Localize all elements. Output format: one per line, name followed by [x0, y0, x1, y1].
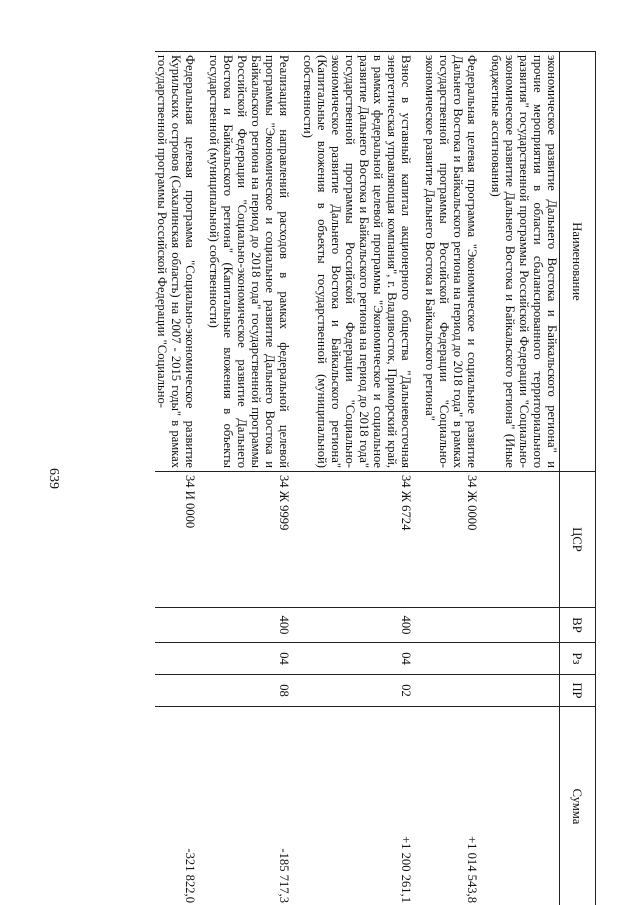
row-sum: -185 717,3: [207, 707, 291, 905]
row-spacer: [413, 52, 423, 905]
row-rz: 04: [207, 643, 291, 675]
table-row: [423, 52, 479, 905]
row-sum: [489, 707, 560, 905]
row-vr: 400: [301, 608, 413, 643]
row-rz: [489, 643, 560, 675]
table-row: [489, 52, 560, 905]
row-vr: [423, 608, 479, 643]
row-pr: [489, 675, 560, 707]
row-pr: 02: [301, 675, 413, 707]
row-sum: -321 822,0: [155, 707, 197, 905]
row-name: Взнос в уставный капитал акционерного общества "Дальневосточная энергетическая управляющая компания", г. Владивосток, Приморский край, в рамках федеральной целевой программы "Экономическое и социальное развитие Дальнего Востока и Байкальского региона на период до 2018 года" государственной программы Российской Федерации "Социально-экономическое развитие Дальнего Востока и Байкальского региона" (Капитальные вложения в объекты государственной (муниципальной) собственности): [301, 52, 413, 472]
row-csr: 34 Ж 0000: [423, 472, 479, 608]
row-vr: 400: [207, 608, 291, 643]
row-pr: 08: [207, 675, 291, 707]
table-row: [207, 52, 291, 905]
row-vr: [489, 608, 560, 643]
table-row: [301, 52, 413, 905]
row-name: Реализация направлений расходов в рамках федеральной целевой программы "Экономическое и социальное развитие Дальнего Востока и Байкальского региона на период до 2018 года" государственной программы Российской Федерации "Социально-экономическое развитие Дальнего Востока и Байкальского региона" (Капитальные вложения в объекты государственной (муниципальной) собственности): [207, 52, 291, 472]
table-header-row: [560, 52, 596, 905]
row-rz: [423, 643, 479, 675]
row-csr: 34 Ж 9999: [207, 472, 291, 608]
budget-table: [155, 51, 596, 905]
row-sum: +1 014 543,8: [423, 707, 479, 905]
row-spacer: [479, 52, 489, 905]
row-spacer: [291, 52, 301, 905]
table-row: [155, 52, 197, 905]
row-csr: [489, 472, 560, 608]
row-csr: 34 Ж 6724: [301, 472, 413, 608]
row-spacer: [197, 52, 207, 905]
row-pr: [155, 675, 197, 707]
header-rz: Рз: [560, 643, 596, 675]
header-vr: ВР: [560, 608, 596, 643]
row-name: Федеральная целевая программа "Социально-экономическое развитие Курильских островов (Сахалинская область) на 2007 - 2015 годы" в рамках государственной программы Российской Федерации "Социально-: [155, 52, 197, 472]
row-rz: 04: [301, 643, 413, 675]
row-csr: 34 И 0000: [155, 472, 197, 608]
row-vr: [155, 608, 197, 643]
header-csr: ЦСР: [560, 472, 596, 608]
header-name: Наименование: [560, 52, 596, 472]
row-sum: +1 200 261,1: [301, 707, 413, 905]
rotated-content: [46, 51, 596, 905]
header-pr: ПР: [560, 675, 596, 707]
page-number: 639: [46, 468, 61, 489]
row-pr: [423, 675, 479, 707]
row-rz: [155, 643, 197, 675]
row-name: экономическое развитие Дальнего Востока и Байкальского региона" и прочие мероприятия в области сбалансированного территориального развития" государственной программы Российской Федерации "Социально-экономическое развитие Дальнего Востока и Байкальского региона" (Иные бюджетные ассигнования): [489, 52, 560, 472]
header-sum: Сумма: [560, 707, 596, 905]
row-name: Федеральная целевая программа "Экономическое и социальное развитие Дальнего Востока и Байкальского региона на период до 2018 года" в рамках государственной программы Российской Федерации "Социально-экономическое развитие Дальнего Востока и Байкальского региона": [423, 52, 479, 472]
